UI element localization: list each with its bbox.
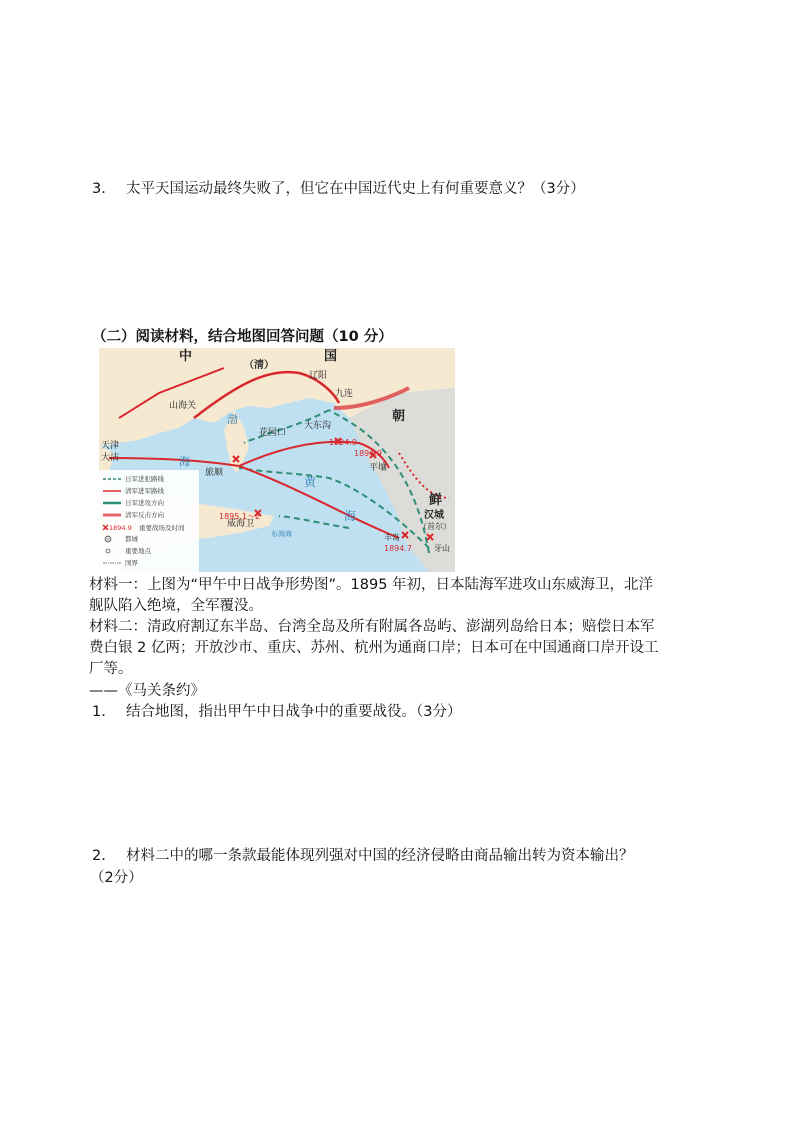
- legend-item: 国界: [125, 559, 138, 567]
- map-label-date-18957: 1894.7: [384, 544, 412, 553]
- map-label-weihaiwei: 威海卫: [227, 519, 255, 529]
- map-label-guo: 国: [324, 349, 338, 364]
- map-label-huang: 黄: [304, 475, 317, 489]
- map-label-yashan: 牙山: [434, 544, 450, 553]
- map-graphic: [99, 348, 455, 572]
- legend-item-date: 1894.9: [109, 524, 132, 532]
- question-3: [92, 179, 585, 199]
- map-label-date-18949: 1894.9: [329, 438, 357, 447]
- sino-japanese-war-map: [99, 348, 455, 572]
- legend-item: 重要地点: [125, 547, 151, 555]
- map-label-qing: （清）: [244, 360, 274, 371]
- map-label-hai-bo: 海: [179, 455, 190, 468]
- legend-item: 都城: [125, 535, 138, 543]
- legend-box: [99, 470, 199, 572]
- map-label-liaoyang: 辽阳: [309, 371, 328, 381]
- legend-item: 重要战场及时间: [139, 524, 185, 532]
- map-label-dadonggou: 大东沟: [304, 421, 332, 431]
- map-label-lushun: 旅顺: [205, 468, 224, 478]
- map-label-tianjin: 天津: [101, 441, 120, 451]
- map-label-date-18951: 1895.1～2: [219, 512, 261, 521]
- question-2-score: （2分）: [90, 870, 143, 886]
- legend-item: 清军反击方向: [125, 511, 164, 519]
- question-number: 1.: [92, 704, 106, 720]
- question-number: 2.: [92, 848, 106, 864]
- map-label-zhong: 中: [179, 349, 193, 364]
- legend-item: 日军进攻方向: [125, 499, 164, 507]
- map-label-dagu: 大沽: [101, 453, 120, 463]
- question-text: 太平天国运动最终失败了，但它在中国近代史上有何重要意义？（3分）: [126, 181, 585, 197]
- material-1-line-2: 舰队陷入绝境，全军覆没。: [89, 598, 263, 614]
- material-1-line-1: 材料一：上图为“甲午中日战争形势图”。1895 年初，日本陆海军进攻山东威海卫，北洋: [89, 577, 654, 593]
- legend-item: 清军进军路线: [125, 487, 164, 495]
- map-label-huayuankou: 花园口: [259, 428, 287, 438]
- material-2-line-3: 厂等。: [89, 661, 133, 677]
- question-text: 结合地图，指出甲午中日战争中的重要战役。（3分）: [126, 704, 462, 720]
- question-1: [92, 700, 461, 721]
- map-label-fengdao: 丰岛: [384, 533, 400, 542]
- section-title: （二）阅读材料，结合地图回答问题（10 分）: [92, 329, 393, 345]
- map-label-shouer: （首尔）: [419, 522, 451, 531]
- question-number: 3.: [92, 181, 106, 197]
- question-text: 材料二中的哪一条款最能体现列强对中国的经济侵略由商品输出转为资本输出？: [126, 848, 634, 864]
- legend-item: 日军进犯路线: [125, 475, 164, 483]
- material-2-line-1: 材料二：清政府割辽东半岛、台湾全岛及所有附属各岛屿、澎湖列岛给日本；赔偿日本军: [89, 619, 655, 635]
- map-label-xian: 鲜: [429, 493, 443, 508]
- map-label-chao: 朝: [392, 409, 406, 424]
- map-label-pingrang: 平壤: [369, 463, 388, 473]
- map-label-hai-huang: 海: [344, 509, 357, 523]
- map-label-jiulian: 九连: [335, 389, 354, 399]
- map-label-date-18949b: 1894.9: [354, 449, 382, 458]
- map-label-donghai: 东海海: [271, 530, 292, 538]
- map-label-shanhaiguan: 山海关: [169, 401, 197, 411]
- material-source: ——《马关条约》: [89, 683, 205, 699]
- map-label-hancheng: 汉城: [424, 510, 444, 521]
- map-label-bo: 渤: [227, 413, 238, 426]
- question-2: [92, 846, 634, 866]
- material-2-line-2: 费白银 2 亿两；开放沙市、重庆、苏州、杭州为通商口岸；日本可在中国通商口岸开设工: [89, 640, 659, 656]
